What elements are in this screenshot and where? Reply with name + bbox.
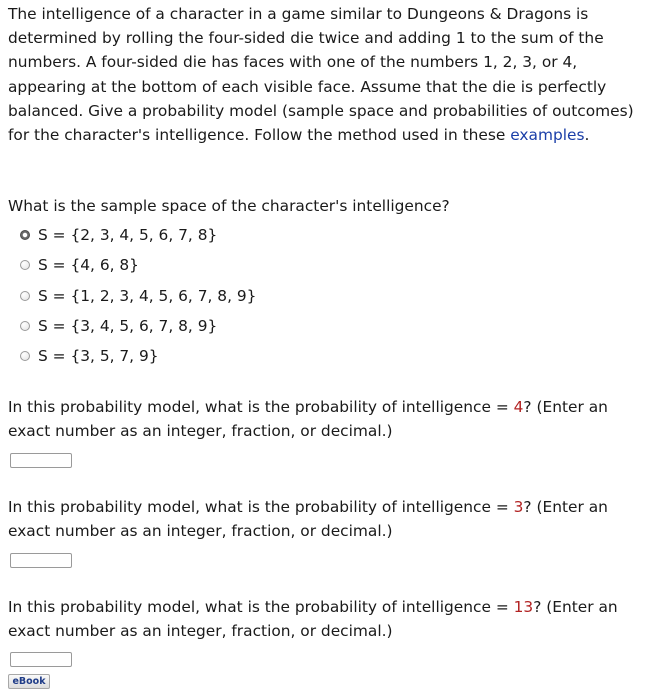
sample-space-option-4[interactable] xyxy=(20,311,256,341)
sample-space-question: What is the sample space of the character's intelligence? xyxy=(8,197,450,215)
question-prefix: In this probability model, what is the probability of intelligence = xyxy=(8,598,514,616)
probability-question-2 xyxy=(8,495,648,543)
option-label: S = {2, 3, 4, 5, 6, 7, 8} xyxy=(38,226,218,245)
intelligence-value: 13 xyxy=(513,598,534,616)
ebook-button[interactable]: eBook xyxy=(8,674,50,689)
question-prefix: In this probability model, what is the probability of intelligence = xyxy=(8,398,514,416)
sample-space-option-5[interactable] xyxy=(20,341,256,371)
intelligence-value: 4 xyxy=(513,398,524,416)
question-suffix: ? (Enter an exact number as an integer, fraction, or decimal.) xyxy=(8,498,608,541)
sample-space-option-2[interactable] xyxy=(20,250,256,280)
question-suffix: ? (Enter an exact number as an integer, fraction, or decimal.) xyxy=(8,598,618,641)
radio-button-selected[interactable] xyxy=(20,230,30,240)
problem-statement xyxy=(8,2,648,147)
option-label: S = {3, 5, 7, 9} xyxy=(38,347,159,366)
radio-button[interactable] xyxy=(20,321,30,331)
question-suffix: ? (Enter an exact number as an integer, fraction, or decimal.) xyxy=(8,398,608,441)
answer-input-1[interactable] xyxy=(10,453,72,468)
radio-button[interactable] xyxy=(20,260,30,270)
probability-question-3 xyxy=(8,595,648,643)
probability-question-1 xyxy=(8,395,648,443)
problem-end: . xyxy=(584,126,590,145)
examples-link[interactable]: examples xyxy=(510,126,585,145)
intelligence-value: 3 xyxy=(513,498,524,516)
question-prefix: In this probability model, what is the probability of intelligence = xyxy=(8,498,514,516)
radio-button[interactable] xyxy=(20,291,30,301)
option-label: S = {3, 4, 5, 6, 7, 8, 9} xyxy=(38,317,218,336)
option-label: S = {4, 6, 8} xyxy=(38,256,139,275)
option-label: S = {1, 2, 3, 4, 5, 6, 7, 8, 9} xyxy=(38,286,257,305)
radio-button[interactable] xyxy=(20,351,30,361)
problem-text: The intelligence of a character in a game similar to Dungeons & Dragons is determined by rolling the four-sided die twice and adding 1 to the sum of the numbers. A four-sided die has faces with one of the numbers 1, 2, 3, or 4, appearing at the bottom of each visible face. Assume that the die is perfectly balanced. Give a probability model (sample space and probabilities of outcomes) for the character's intelligence. Follow the method used in these xyxy=(8,5,634,145)
answer-input-2[interactable] xyxy=(10,553,72,568)
answer-input-3[interactable] xyxy=(10,652,72,667)
sample-space-option-3[interactable] xyxy=(20,281,256,311)
sample-space-option-1[interactable] xyxy=(20,220,256,250)
sample-space-options xyxy=(20,220,256,371)
